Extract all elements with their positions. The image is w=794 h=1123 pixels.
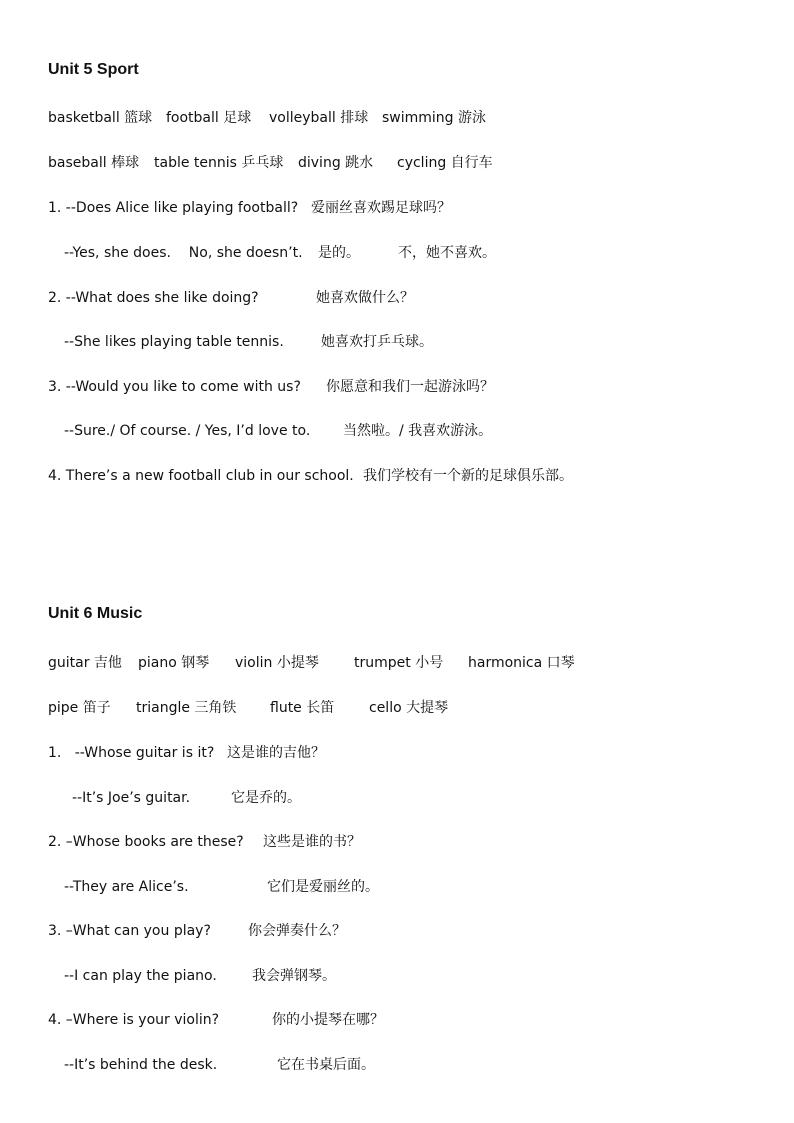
vocab-item: flute 长笛: [270, 700, 335, 716]
unit6-sentence-2-answer: [48, 877, 748, 897]
vocab-item: cycling 自行车: [397, 155, 493, 171]
unit5-sentence-1-answer: [48, 243, 748, 263]
vocab-item: diving 跳水: [298, 155, 374, 171]
vocab-item: swimming 游泳: [382, 110, 487, 126]
sentence-zh: 它是乔的。: [231, 790, 301, 806]
unit6-sentence-3: [48, 921, 748, 941]
sentence-en: --She likes playing table tennis.: [64, 334, 284, 350]
unit6-sentence-1-answer: [48, 788, 748, 808]
sentence-zh: 爱丽丝喜欢踢足球吗？: [311, 200, 451, 216]
unit5-title: Unit 5 Sport: [48, 61, 139, 78]
sentence-zh: 你愿意和我们一起游泳吗？: [326, 379, 494, 395]
sentence-zh: 当然啦。/ 我喜欢游泳。: [343, 423, 493, 439]
sentence-zh: 它们是爱丽丝的。: [267, 879, 379, 895]
vocab-item: baseball 棒球: [48, 155, 140, 171]
vocab-item: football 足球: [166, 110, 252, 126]
sentence-zh: 它在书桌后面。: [277, 1057, 375, 1073]
vocab-item: triangle 三角铁: [136, 700, 237, 716]
unit5-sentence-1: [48, 198, 748, 218]
vocab-item: volleyball 排球: [269, 110, 369, 126]
sentence-zh: 这些是谁的书？: [263, 834, 361, 850]
sentence-en: 2. –Whose books are these?: [48, 834, 244, 850]
unit5-vocab-row1: [48, 108, 748, 128]
sentence-en: 1. --Does Alice like playing football?: [48, 200, 299, 216]
sentence-zh: 你会弹奏什么？: [248, 923, 346, 939]
unit6-vocab-row2: [48, 698, 748, 718]
sentence-en: --It’s Joe’s guitar.: [72, 790, 191, 806]
sentence-en: --Sure./ Of course. / Yes, I’d love to.: [64, 423, 311, 439]
unit6-sentence-3-answer: [48, 966, 748, 986]
sentence-en: 3. --Would you like to come with us?: [48, 379, 301, 395]
vocab-item: trumpet 小号: [354, 655, 444, 671]
unit5-sentence-2: [48, 288, 748, 308]
unit5-sentence-3-answer: [48, 421, 748, 441]
sentence-en: 4. There’s a new football club in our school.: [48, 468, 354, 484]
unit6-sentence-4: [48, 1010, 748, 1030]
unit5-sentence-4: [48, 466, 748, 486]
unit5-vocab-row2: [48, 153, 748, 173]
vocab-item: harmonica 口琴: [468, 655, 575, 671]
unit6-sentence-4-answer: [48, 1055, 748, 1075]
sentence-zh: 她喜欢做什么？: [316, 290, 414, 306]
sentence-en: --Yes, she does. No, she doesn’t.: [64, 245, 303, 261]
vocab-item: violin 小提琴: [235, 655, 319, 671]
sentence-en: 1. --Whose guitar is it?: [48, 745, 215, 761]
sentence-en: 4. –Where is your violin?: [48, 1012, 220, 1028]
unit6-sentence-1: [48, 743, 748, 763]
vocab-item: table tennis 乒乓球: [154, 155, 284, 171]
vocab-item: cello 大提琴: [369, 700, 449, 716]
sentence-zh: 我们学校有一个新的足球俱乐部。: [363, 468, 573, 484]
vocab-item: basketball 篮球: [48, 110, 153, 126]
unit5-sentence-3: [48, 377, 748, 397]
vocab-item: guitar 吉他: [48, 655, 122, 671]
vocab-item: pipe 笛子: [48, 700, 111, 716]
unit5-sentence-2-answer: [48, 332, 748, 352]
sentence-zh: 是的。: [318, 245, 360, 261]
sentence-zh-alt: 不，她不喜欢。: [398, 245, 496, 261]
sentence-en: 2. --What does she like doing?: [48, 290, 259, 306]
sentence-zh: 你的小提琴在哪？: [272, 1012, 384, 1028]
sentence-en: --I can play the piano.: [64, 968, 217, 984]
sentence-zh: 这是谁的吉他？: [227, 745, 325, 761]
sentence-en: --It’s behind the desk.: [64, 1057, 218, 1073]
unit6-title: Unit 6 Music: [48, 605, 143, 622]
unit6-sentence-2: [48, 832, 748, 852]
sentence-en: 3. –What can you play?: [48, 923, 211, 939]
unit6-vocab-row1: [48, 653, 748, 673]
sentence-zh: 她喜欢打乒乓球。: [321, 334, 433, 350]
vocab-item: piano 钢琴: [138, 655, 210, 671]
sentence-en: --They are Alice’s.: [64, 879, 189, 895]
sentence-zh: 我会弹钢琴。: [252, 968, 336, 984]
